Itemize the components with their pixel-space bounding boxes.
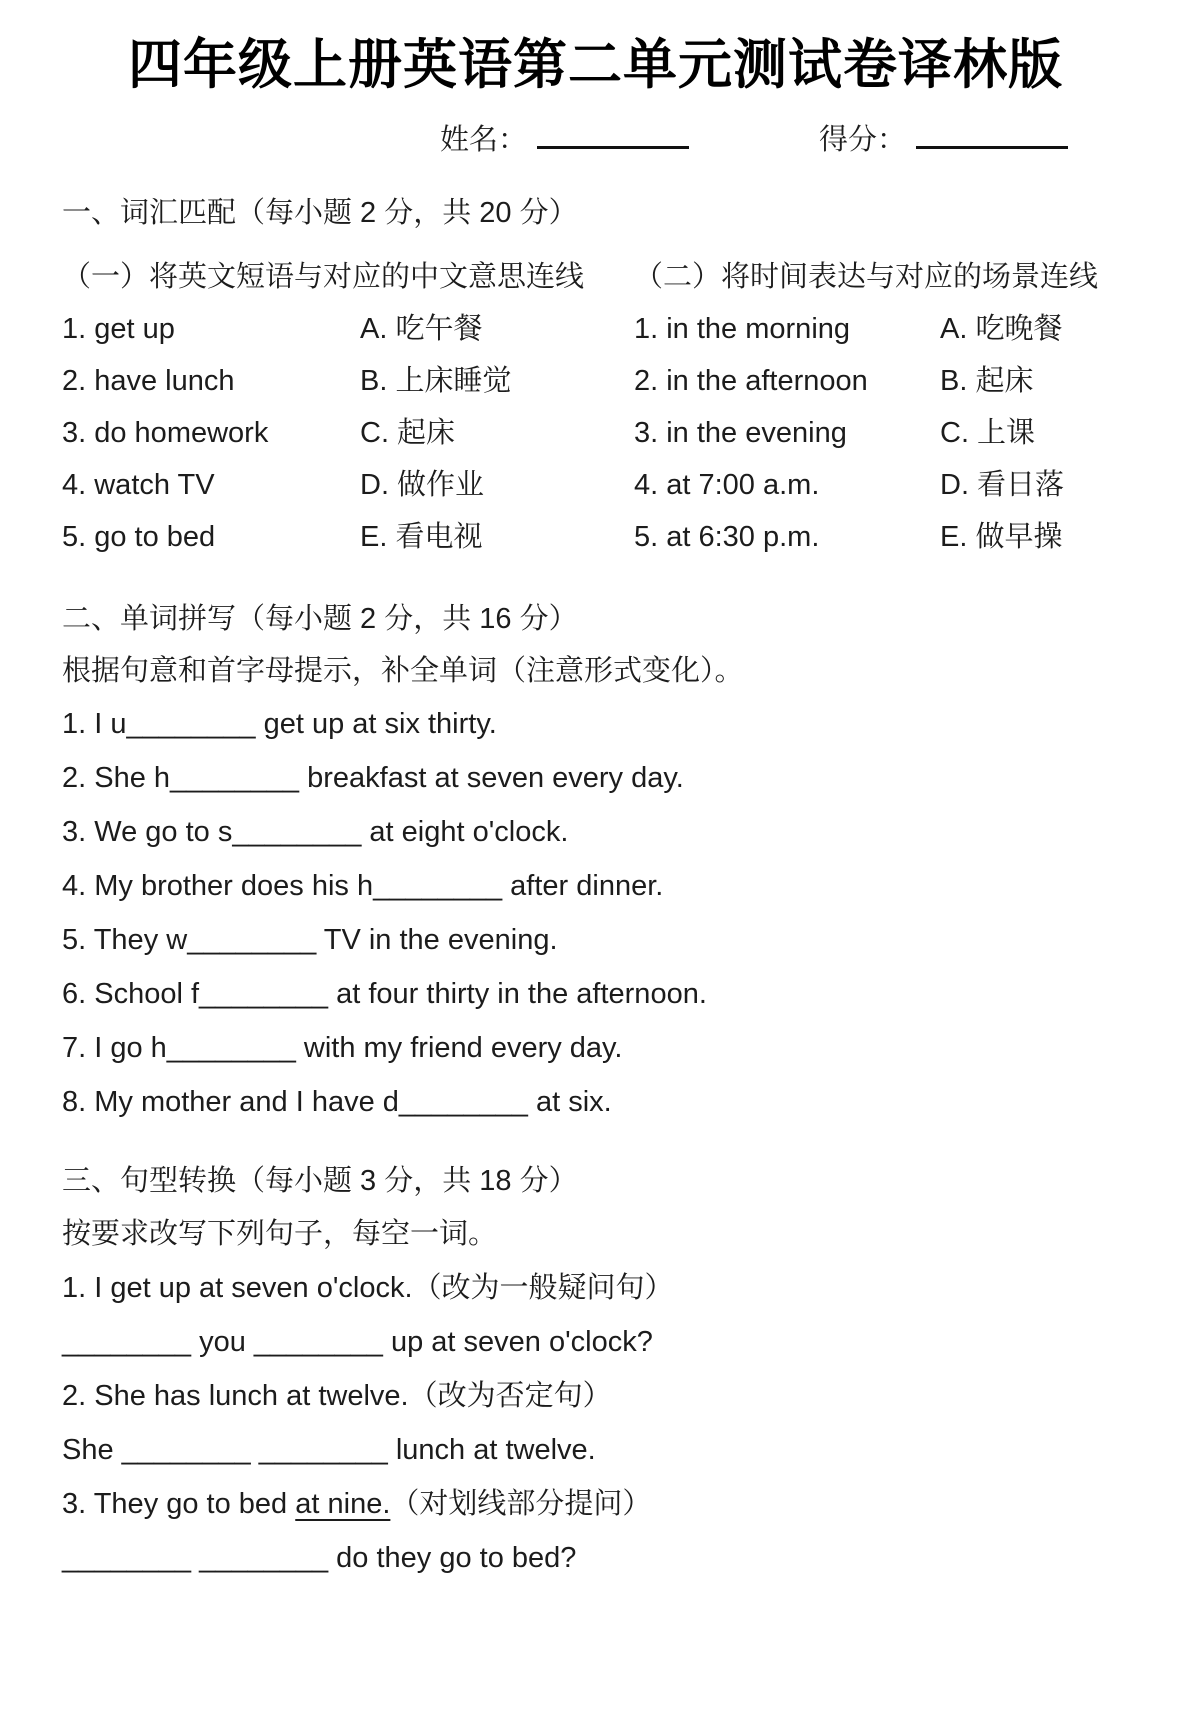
question-prompt: 2. She has lunch at twelve.（改为否定句） — [62, 1380, 612, 1412]
match-right-option: B. 起床 — [940, 365, 1034, 397]
match-right-item: 5. at 6:30 p.m. — [634, 521, 820, 553]
match-left-option: D. 做作业 — [360, 469, 485, 501]
match-right-option: C. 上课 — [940, 417, 1036, 449]
section-1-heading: 一、词汇匹配（每小题 2 分，共 20 分） — [62, 197, 578, 229]
name-score-row — [0, 110, 1191, 165]
spelling-item: 8. My mother and I have d________ at six. — [62, 1086, 612, 1118]
match-left-item: 5. go to bed — [62, 521, 216, 553]
spelling-item: 6. School f________ at four thirty in the afternoon. — [62, 978, 707, 1010]
section-2-instruction: 根据句意和首字母提示，补全单词（注意形式变化）。 — [62, 655, 744, 687]
spelling-item: 4. My brother does his h________ after dinner. — [62, 870, 664, 902]
match-row — [0, 511, 1191, 563]
match-row — [0, 459, 1191, 511]
answer-line: She ________ ________ lunch at twelve. — [62, 1434, 596, 1466]
matching-grid — [0, 303, 1191, 563]
name-label: 姓名： — [440, 124, 528, 156]
spelling-item: 5. They w________ TV in the evening. — [62, 924, 558, 956]
match-left-item: 1. get up — [62, 313, 175, 345]
section-1-subheadings — [0, 251, 1191, 303]
match-left-option: A. 吃午餐 — [360, 313, 483, 345]
spelling-item: 1. I u________ get up at six thirty. — [62, 708, 497, 740]
match-right-item: 4. at 7:00 a.m. — [634, 469, 820, 501]
underlined-phrase: at nine. — [295, 1488, 391, 1520]
match-right-item: 3. in the evening — [634, 417, 847, 449]
match-left-option: B. 上床睡觉 — [360, 365, 512, 397]
score-label: 得分： — [819, 124, 907, 156]
match-left-item: 2. have lunch — [62, 365, 235, 397]
answer-line: ________ ________ do they go to bed? — [62, 1542, 577, 1574]
match-row — [0, 303, 1191, 355]
section-3-heading: 三、句型转换（每小题 3 分，共 18 分） — [62, 1165, 578, 1197]
part-2-heading: （二）将时间表达与对应的场景连线 — [634, 261, 1099, 293]
match-right-item: 1. in the morning — [634, 313, 851, 345]
page-title: 四年级上册英语第二单元测试卷译林版 — [128, 35, 1063, 95]
match-left-option: E. 看电视 — [360, 521, 483, 553]
section-2-heading: 二、单词拼写（每小题 2 分，共 16 分） — [62, 603, 578, 635]
question-prompt-prefix: 3. They go to bed — [62, 1488, 296, 1520]
question-prompt — [0, 1477, 1191, 1531]
match-right-option: D. 看日落 — [940, 469, 1065, 501]
section-3-instruction: 按要求改写下列句子，每空一词。 — [62, 1218, 498, 1250]
spelling-item: 7. I go h________ with my friend every day. — [62, 1032, 623, 1064]
spelling-item: 3. We go to s________ at eight o'clock. — [62, 816, 569, 848]
match-right-item: 2. in the afternoon — [634, 365, 868, 397]
spelling-item: 2. She h________ breakfast at seven every day. — [62, 762, 684, 794]
match-right-option: A. 吃晚餐 — [940, 313, 1063, 345]
question-prompt: 1. I get up at seven o'clock.（改为一般疑问句） — [62, 1272, 674, 1304]
match-left-item: 4. watch TV — [62, 469, 215, 501]
match-right-option: E. 做早操 — [940, 521, 1063, 553]
score-blank-line — [916, 110, 1068, 149]
match-row — [0, 407, 1191, 459]
answer-line: ________ you ________ up at seven o'clock? — [62, 1326, 653, 1358]
test-paper-page — [0, 34, 1191, 1718]
question-prompt-suffix: （对划线部分提问） — [390, 1488, 652, 1520]
match-left-item: 3. do homework — [62, 417, 269, 449]
match-left-option: C. 起床 — [360, 417, 456, 449]
part-1-heading: （一）将英文短语与对应的中文意思连线 — [62, 261, 585, 293]
name-blank-line — [537, 110, 689, 149]
match-row — [0, 355, 1191, 407]
